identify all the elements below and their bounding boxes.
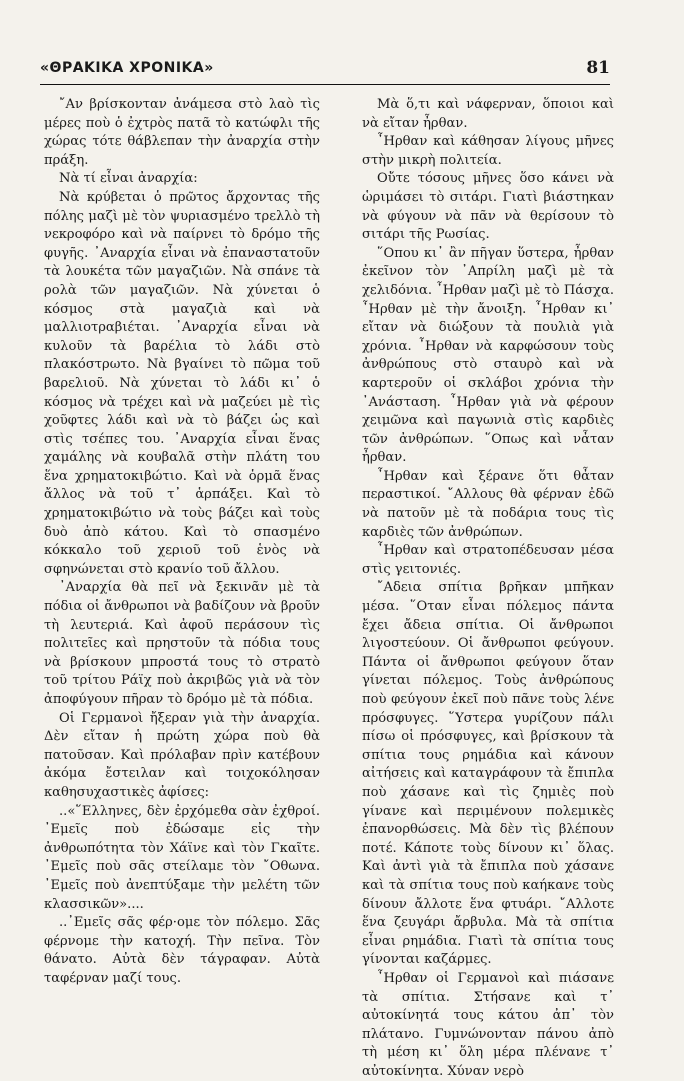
right-column — [362, 96, 614, 1081]
paragraph: Νὰ τί εἶναι ἀναρχία: — [59, 171, 198, 187]
paragraph: Οὔτε τόσους μῆνες ὅσο κάνει νὰ ὡριμάσει τὸ σιτάρι. Γιατὶ βιάστηκαν νὰ φύγουν νὰ πᾶν νὰ θερίσουν τὸ σιτάρι τῆς Ρωσίας. — [362, 171, 614, 243]
paragraph: ῏Ηρθαν καὶ ξέρανε ὅτι θἆταν περαστικοί. ῎Αλλους θὰ φέρναν ἐδῶ νὰ πατοῦν μὲ τὰ ποδάρια τους τὶς καρδιὲς τῶν ἀνθρώπων. — [362, 468, 614, 540]
paragraph: ῏Ηρθαν οἱ Γερμανοὶ καὶ πιάσανε τὰ σπίτια. Στήσανε καὶ τ᾿ αὐτοκίνητά τους κάτου ἀπ᾿ τὸν πλάτανο. Γυμνώνονταν πάνου ἀπὸ τὴ μέση κι᾿ ὅλη μέρα πλένανε τ᾿ αὐτοκίνητα. Χύναν νερὸ — [362, 970, 614, 1079]
left-column — [44, 96, 320, 989]
paragraph: ᾿Αναρχία θὰ πεῖ νὰ ξεκινᾶν μὲ τὰ πόδια οἱ ἄνθρωποι νὰ βαδίζουν νὰ βροῦν τὴ λευτεριά. Καὶ ἀφοῦ περάσουν τὶς πολιτεῖες καὶ πρηστοῦν τὰ πόδια τους νὰ βρίσκουν μπροστά τους τὸ στρατὸ τοῦ τρίτου Ράϊχ ποὺ ἀκριβῶς γιὰ νὰ τὸν ἀποφύγουν πῆραν τὸ δρόμο μὲ τὰ πόδια. — [44, 580, 320, 707]
paragraph: ῏Ηρθαν καὶ κάθησαν λίγους μῆνες στὴν μικρὴ πολιτεία. — [362, 134, 614, 168]
paragraph: ..᾿Εμεῖς σᾶς φέρ·ομε τὸν πόλεμο. Σᾶς φέρνομε τὴν κατοχή. Τὴν πεῖνα. Τὸν θάνατο. Αὐτὰ δὲν τάγραφαν. Αὐτὰ ταφέρναν μαζί τους. — [44, 915, 320, 986]
running-title: «ΘΡΑΚΙΚΑ ΧΡΟΝΙΚΑ» — [40, 60, 214, 76]
paragraph: ῎Αν βρίσκονταν ἀνάμεσα στὸ λαὸ τὶς μέρες ποὺ ὁ ἐχτρὸς πατᾶ τὸ κατώφλι τῆς χώρας τότε θάβλεπαν τὴν ἀναρχία στὴν πράξη. — [44, 97, 320, 168]
paragraph: ῞Οπου κι᾿ ἂν πῆγαν ὕστερα, ἦρθαν ἐκεῖνον τὸν ᾿Απρίλη μαζὶ μὲ τὰ χελιδόνια. ῏Ηρθαν μαζὶ μὲ τὸ Πάσχα. ῏Ηρθαν μὲ τὴν ἄνοιξη. ῏Ηρθαν κι᾿ εἴταν νὰ διώξουν τὰ πουλιὰ γιὰ χρόνια. ῏Ηρθαν νὰ καρφώσουν τοὺς ἀνθρώπους στὸ σταυρὸ καὶ νὰ καρτεροῦν οἱ σκλάβοι χρόνια τὴν ᾿Ανάσταση. ῏Ηρθαν γιὰ νὰ φέρουν χειμῶνα καὶ παγωνιὰ στὶς καρδιὲς τῶν ἀνθρώπων. ῞Οπως καὶ νἆταν ἦρθαν. — [362, 245, 614, 466]
paragraph: ῏Ηρθαν καὶ στρατοπέδευσαν μέσα στὶς γειτονιές. — [362, 543, 614, 577]
page-header — [40, 60, 610, 86]
page-number: 81 — [586, 58, 610, 78]
paragraph: Οἱ Γερμανοὶ ἤξεραν γιὰ τὴν ἀναρχία. Δὲν εἴταν ἡ πρώτη χώρα ποὺ θὰ πατοῦσαν. Καὶ πρόλαβαν πρὶν κατέβουν ἀκόμα ἔστειλαν καὶ τοιχοκόλησαν καθησυχαστικὲς ἀφίσες: — [44, 710, 320, 800]
quoted-poster-text: ..«῞Ελληνες, δὲν ἐρχόμεθα σὰν ἐχθροί. ᾿Εμεῖς ποὺ ἐδώσαμε εἰς τὴν ἀνθρωπότητα τὸν Χάϊνε καὶ τὸν Γκαῖτε. ᾿Εμεῖς ποὺ σᾶς στείλαμε τὸν ῎Οθωνα. ᾿Εμεῖς ποὺ ἀνεπτύξαμε τὴν μελέτη τῶν κλασσικῶν».... — [44, 803, 320, 912]
header-rule — [40, 84, 610, 85]
paragraph: Νὰ κρύβεται ὁ πρῶτος ἄρχοντας τῆς πόλης μαζὶ μὲ τὸν ψυριασμένο τρελλὸ τὴ νεκροφόρο καὶ νὰ παίρνει τὸ δρόμο τῆς φυγῆς. ᾿Αναρχία εἶναι νὰ ἐπαναστατοῦν τὰ λουκέτα τῶν μαγαζιῶν. Νὰ σπάνε τὰ ρολὰ τῶν μαγαζιῶν. Νὰ χύνεται ὁ κόσμος στὰ μαγαζιὰ καὶ νὰ μαλλιοτραβιέται. ᾿Αναρχία εἶναι νὰ κυλοῦν τὰ βαρέλια τὸ λάδι στὸ πλακόστρωτο. Νὰ βγαίνει τὸ πῶμα τοῦ βαρελιοῦ. Νὰ χύνεται τὸ λάδι κι᾿ ὁ κόσμος νὰ τρέχει καὶ νὰ μαζεύει μὲ τὶς χοῦφτες λάδι καὶ νὰ τὸ βάζει ὡς καὶ στὶς τσέπες του. ᾿Αναρχία εἶναι ἕνας χαμάλης νὰ κουβαλᾶ στὴν πλάτη του ἕνα χρηματοκιβώτιο. Καὶ νὰ ὁρμᾶ ἕνας ἄλλος νὰ τοῦ τ᾿ ἁρπάξει. Καὶ τὸ χρηματοκιβώτιο νὰ τοὺς βάζει καὶ τοὺς δυὸ ἀπὸ κάτου. Καὶ τὸ σπασμένο κόκκαλο τοῦ χεριοῦ τοῦ ἑνὸς νὰ σφηνώνεται στὸ κρανίο τοῦ ἄλλου. — [44, 189, 320, 577]
paragraph: ῎Αδεια σπίτια βρῆκαν μπῆκαν μέσα. ῞Οταν εἶναι πόλεμος πάντα ἔχει ἄδεια σπίτια. Οἱ ἄνθρωποι λιγοστεύουν. Οἱ ἄνθρωποι φεύγουν. Πάντα οἱ ἄνθρωποι φεύγουν ὅταν γίνεται πόλεμος. Τοὺς ἀνθρώπους ποὺ φεύγουν ἐκεῖ ποὺ πᾶνε τοὺς λένε πρόσφυγες. ῞Υστερα γυρίζουν πάλι πίσω οἱ πρόσφυγες, καὶ βρίσκουν τὰ σπίτια τους ρημάδια καὶ κάνουν αἰτήσεις καὶ καταγράφουν τὰ ἔπιπλα ποὺ χάσανε καὶ τὶς ζημιὲς ποὺ γίνανε καὶ περιμένουν πολεμικὲς ἐπανορθώσεις. Μὰ δὲν τὶς βλέπουν ποτέ. Κάποτε τοὺς δίνουν κι᾿ ὅλας. Καὶ ἀντὶ γιὰ τὰ ἔπιπλα ποὺ χάσανε καὶ τὰ σπίτια τους ποὺ καήκανε τοὺς δίνουν ἄλλοτε ἕνα φτυάρι. ῎Αλλοτε ἕνα ζευγάρι ἄρβυλα. Μὰ τὰ σπίτια εἶναι ρημάδια. Γιατὶ τὰ σπίτια τους γίνονται καζάρμες. — [362, 580, 614, 968]
paragraph: Μὰ ὅ,τι καὶ νάφερναν, ὅποιοι καὶ νὰ εἴταν ἦρθαν. — [362, 97, 614, 131]
